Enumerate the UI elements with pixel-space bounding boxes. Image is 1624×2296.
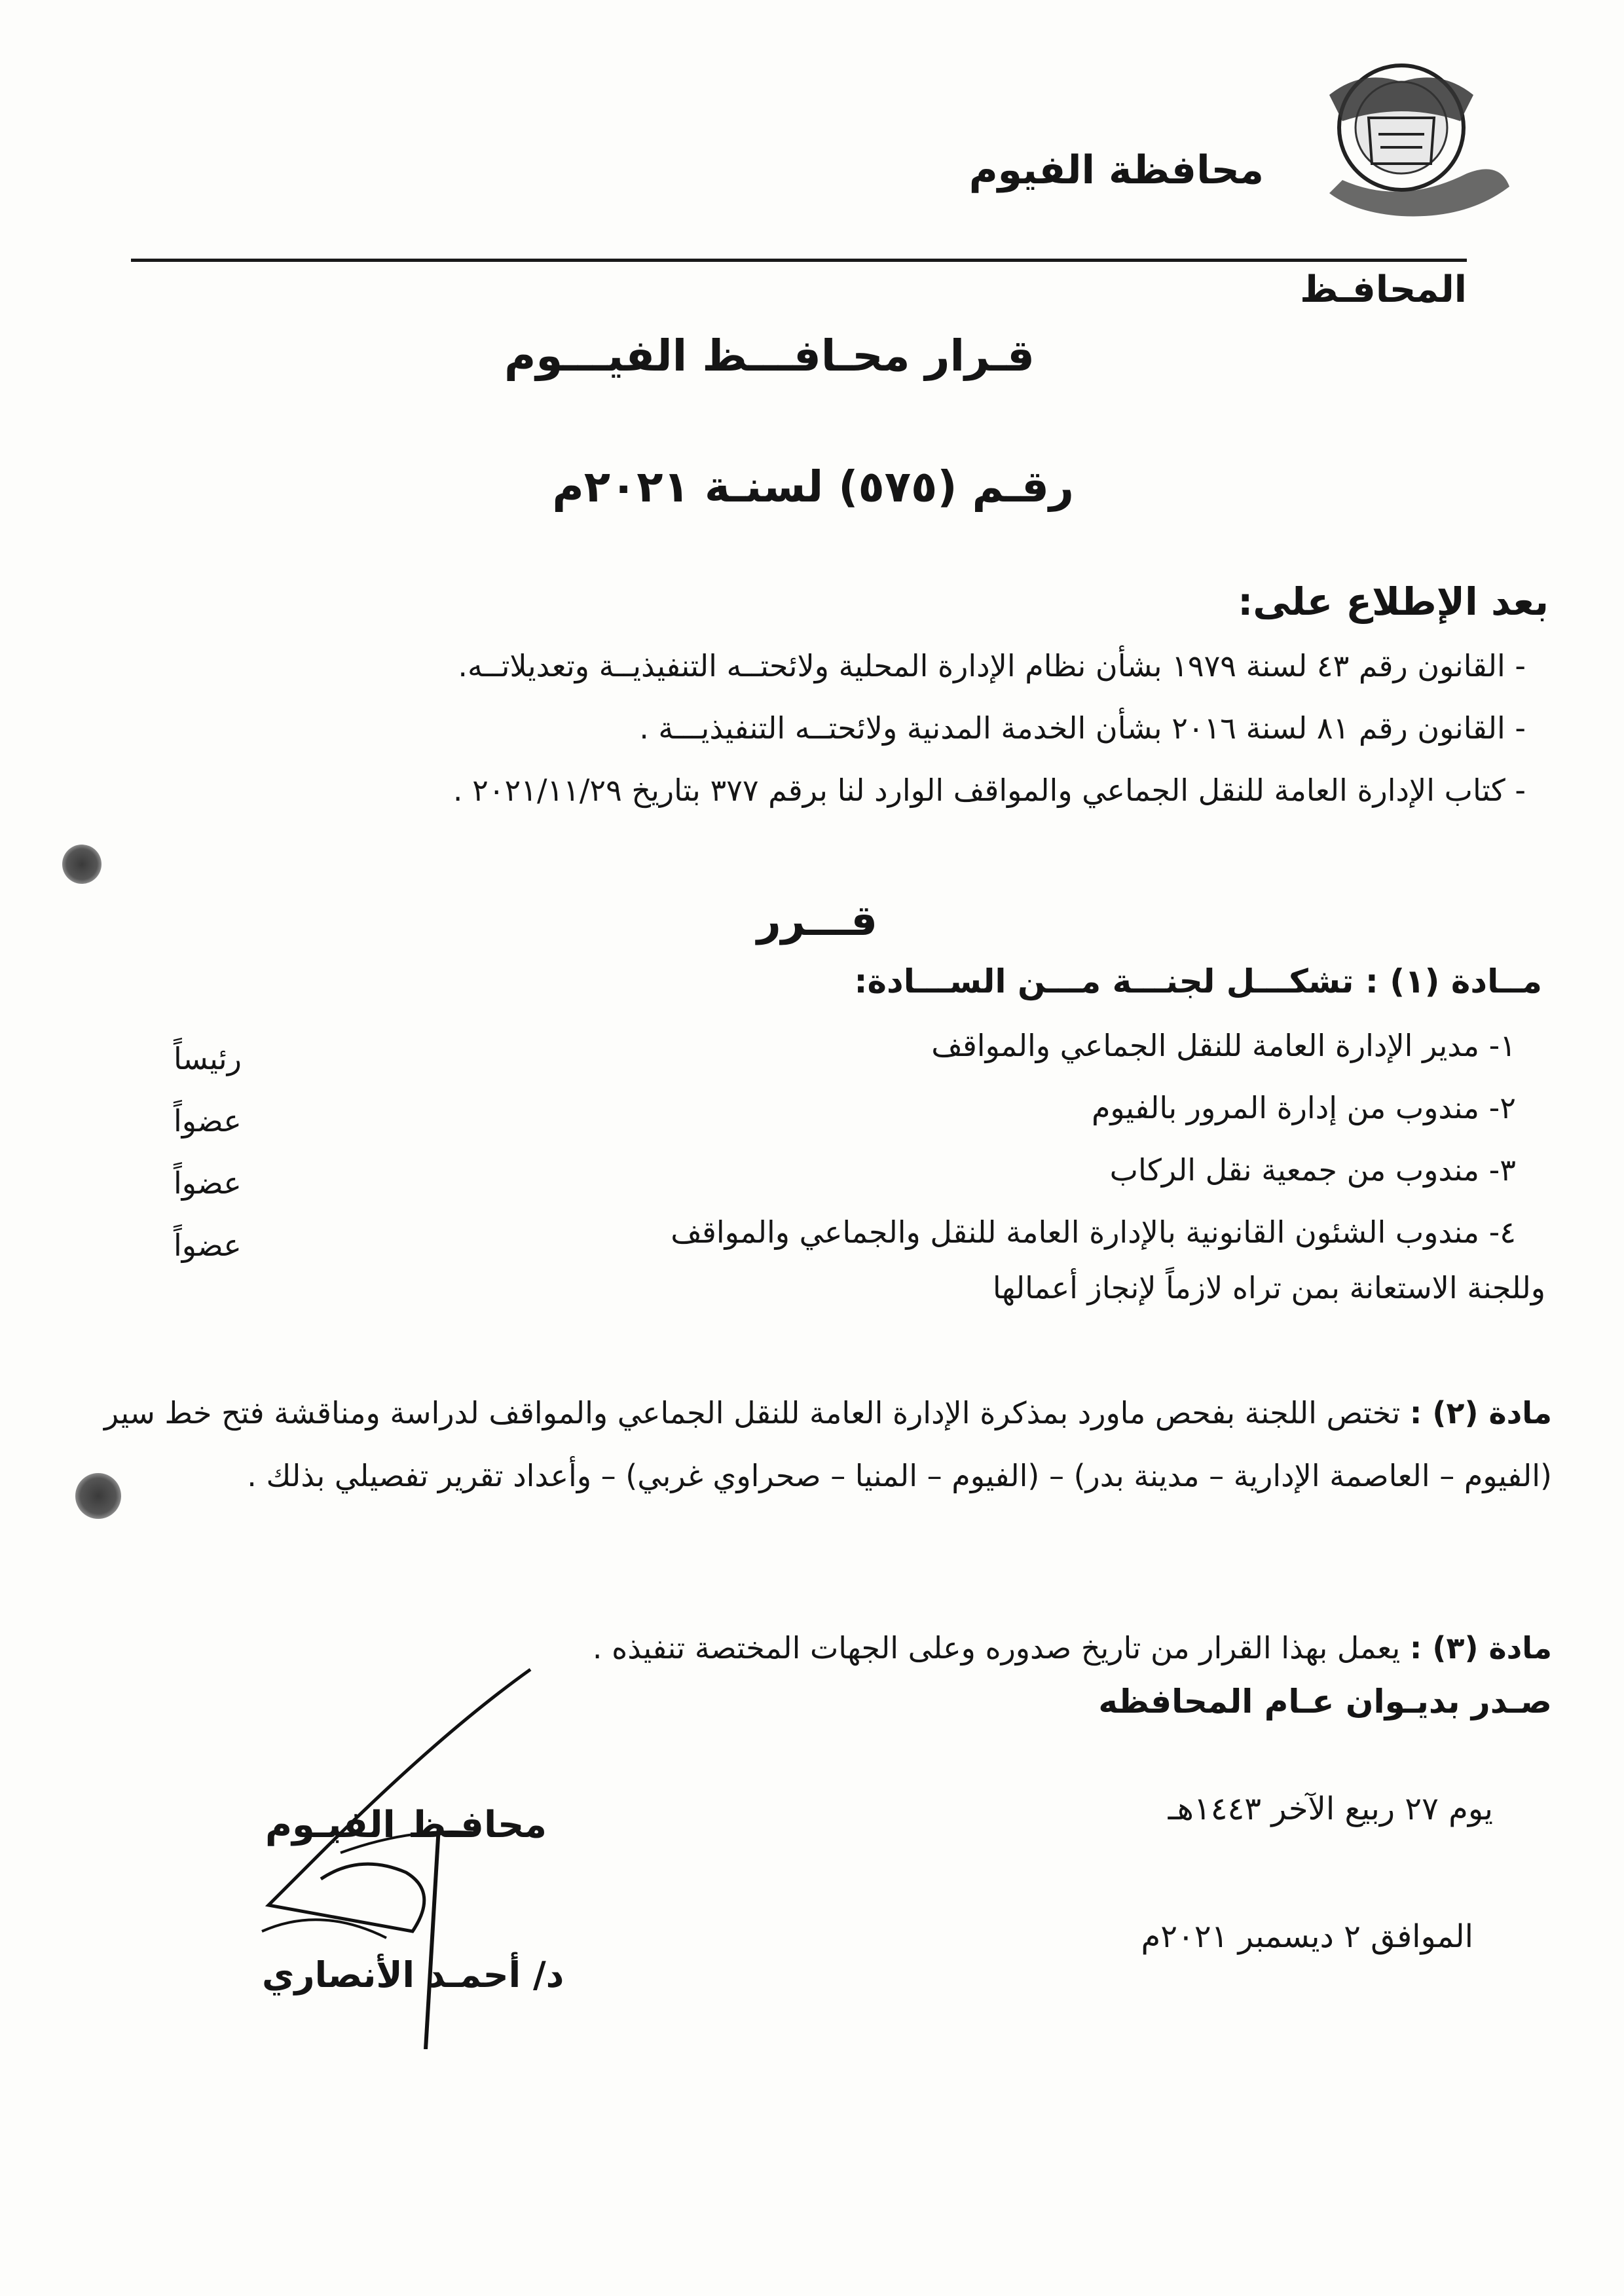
preamble-heading: بعد الإطلاع على:: [1238, 579, 1549, 624]
article-2: [85, 1381, 1552, 1507]
header-divider: [131, 259, 1467, 262]
preamble-reference: - القانون رقم ٤٣ لسنة ١٩٧٩ بشأن نظام الإدارة المحلية ولائحتــه التنفيذيــة وتعديلاتــه.: [458, 648, 1526, 683]
article-1-heading: مــادة (١) : تشكـــل لجنـــة مـــن الســـادة:: [854, 962, 1542, 1000]
member-role: عضواً: [174, 1103, 242, 1139]
committee-member: ١- مدير الإدارة العامة للنقل الجماعي والمواقف: [931, 1028, 1516, 1063]
member-role: عضواً: [174, 1228, 242, 1263]
article-2-text: تختص اللجنة بفحص ماورد بمذكرة الإدارة العامة للنقل الجماعي والمواقف لدراسة ومناقشة فتح خط سير (الفيوم – العاصمة الإدارية – مدينة بدر) – (الفيوم – المنيا – صحراوي غربي) – وأعداد تقرير تفصيلي بذلك .: [103, 1395, 1552, 1493]
punch-hole: [62, 845, 101, 884]
decision-heading: قـــرر: [756, 897, 877, 945]
article-3-text: يعمل بهذا القرار من تاريخ صدوره وعلى الجهات المختصة تنفيذه .: [592, 1630, 1401, 1666]
punch-hole: [75, 1473, 121, 1519]
article-1-note: وللجنة الاستعانة بمن تراه لازماً لإنجاز أعمالها: [992, 1270, 1545, 1305]
decree-number: رقـم (٥٧٥) لسنـة ٢٠٢١م: [552, 462, 1074, 512]
committee-member: ٢- مندوب من إدارة المرور بالفيوم: [1091, 1090, 1516, 1125]
governorate-seal-logo: [1303, 56, 1513, 232]
committee-member: ٣- مندوب من جمعية نقل الركاب: [1109, 1152, 1516, 1188]
member-role: رئيساً: [174, 1041, 242, 1076]
governorate-name: محافظة الفيوم: [969, 147, 1264, 193]
hijri-date: يوم ٢٧ ربيع الآخر ١٤٤٣هـ: [1168, 1791, 1493, 1827]
decree-title: قـرار محـافـــظ الفيـــوم: [504, 331, 1035, 381]
preamble-reference: - كتاب الإدارة العامة للنقل الجماعي والمواقف الوارد لنا برقم ٣٧٧ بتاريخ ٢٠٢١/١١/٢٩ .: [452, 773, 1526, 808]
member-role: عضواً: [174, 1165, 242, 1201]
article-2-label: مادة (٢) :: [1409, 1395, 1552, 1430]
signatory-title: محافـظ الفيـوم: [265, 1804, 547, 1846]
preamble-reference: - القانون رقم ٨١ لسنة ٢٠١٦ بشأن الخدمة المدنية ولائحتــه التنفيذيـــة .: [639, 710, 1526, 746]
article-3-label: مادة (٣) :: [1409, 1630, 1552, 1666]
signatory-name: د/ أحمـد الأنصاري: [262, 1954, 564, 1995]
committee-member: ٤- مندوب الشئون القانونية بالإدارة العامة للنقل والجماعي والمواقف: [671, 1214, 1516, 1250]
article-3: [593, 1630, 1552, 1666]
gregorian-date: الموافق ٢ ديسمبر ٢٠٢١م: [1141, 1918, 1473, 1955]
governor-label: المحافـظ: [1300, 268, 1467, 311]
issued-at: صـدر بديـوان عـام المحافظه: [1098, 1683, 1552, 1721]
